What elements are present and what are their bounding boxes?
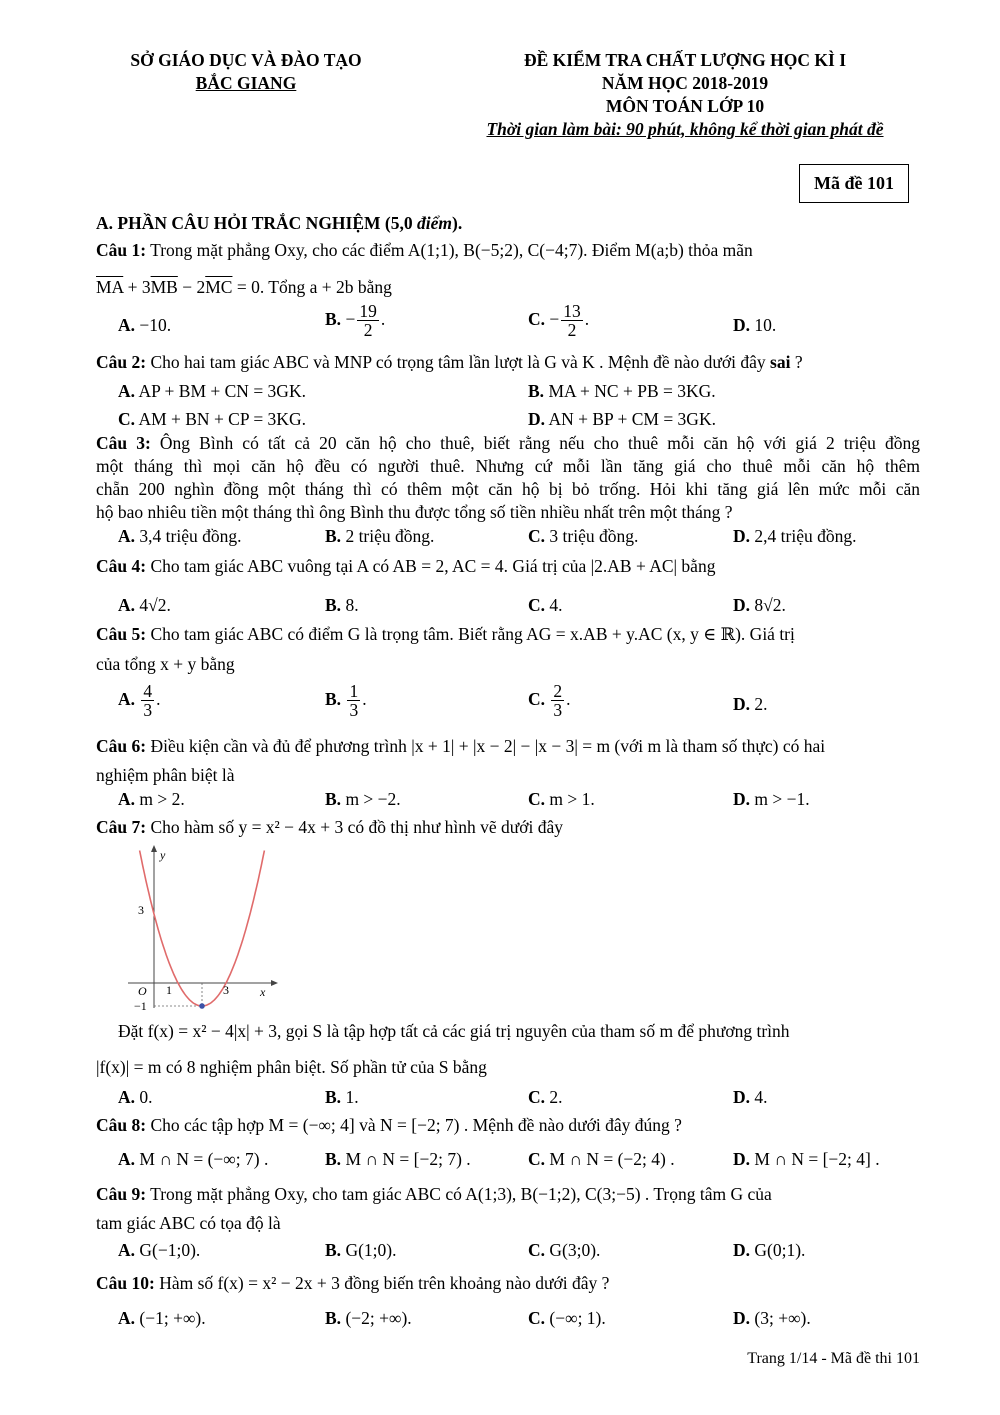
q9-option-d[interactable]: D. G(0;1). [733, 1240, 806, 1260]
question-5: Câu 5: Cho tam giác ABC có điểm G là trọng tâm. Biết rằng AG = x.AB + y.AC (x, y ∈ ℝ). Giá trị [96, 624, 795, 644]
q8-option-a[interactable]: A. M ∩ N = (−∞; 7) . [118, 1149, 269, 1169]
exam-code-box: Mã đề 101 [799, 164, 909, 203]
question-5-line2: của tổng x + y bằng [96, 654, 235, 674]
question-1-line2: $\overline{MA} + 3\overline{MB} - 2\overline{MC} = 0$. Tổng a + 2b bằng [96, 277, 392, 297]
q3-option-b[interactable]: B. 2 triệu đồng. [325, 526, 435, 546]
question-1: Câu 1: Trong mặt phẳng Oxy, cho các điểm A(1;1), B(−5;2), C(−4;7). Điểm M(a;b) thỏa mãn [96, 240, 753, 260]
q5-option-c[interactable]: C. $\frac{2}{3}$ . [528, 681, 571, 721]
q1-option-d[interactable]: D. 10. [733, 315, 777, 335]
q10-option-c[interactable]: C. (−∞; 1). [528, 1308, 606, 1328]
question-10: Câu 10: Hàm số f(x) = x² − 2x + 3 đồng biến trên khoảng nào dưới đây ? [96, 1273, 610, 1293]
q7-option-d[interactable]: D. 4. [733, 1087, 768, 1107]
section-title: A. PHẦN CÂU HỎI TRẮC NGHIỆM (5,0 điểm). [96, 213, 463, 233]
header-department: SỞ GIÁO DỤC VÀ ĐÀO TẠO [130, 50, 362, 70]
q10-option-b[interactable]: B. (−2; +∞). [325, 1308, 412, 1328]
q9-option-b[interactable]: B. G(1;0). [325, 1240, 397, 1260]
q8-option-d[interactable]: D. M ∩ N = [−2; 4] . [733, 1149, 880, 1169]
header-subject: MÔN TOÁN LỚP 10 [605, 96, 765, 116]
q6-option-d[interactable]: D. m > −1. [733, 789, 810, 809]
question-4: Câu 4: Cho tam giác ABC vuông tại A có AB = 2, AC = 4. Giá trị của |2.AB + AC| bằng [96, 556, 716, 576]
question-9-line2: tam giác ABC có tọa độ là [96, 1213, 281, 1233]
q2-option-a[interactable]: A. AP + BM + CN = 3GK. [118, 381, 306, 401]
graph-origin-label: O [138, 984, 147, 998]
q2-option-d[interactable]: D. AN + BP + CM = 3GK. [528, 409, 716, 429]
q3-option-a[interactable]: A. 3,4 triệu đồng. [118, 526, 242, 546]
graph-tick-1: 1 [166, 983, 172, 997]
question-7-line3: |f(x)| = m có 8 nghiệm phân biệt. Số phần tử của S bằng [96, 1057, 487, 1077]
q4-option-d[interactable]: D. 8√2. [733, 595, 786, 615]
graph-tick-minus1: −1 [134, 999, 147, 1013]
question-6-line2: nghiệm phân biệt là [96, 765, 235, 785]
q7-option-c[interactable]: C. 2. [528, 1087, 563, 1107]
question-8: Câu 8: Cho các tập hợp M = (−∞; 4] và N = [−2; 7) . Mệnh đề nào dưới đây đúng ? [96, 1115, 682, 1135]
q6-option-a[interactable]: A. m > 2. [118, 789, 185, 809]
graph-y-arrow [151, 845, 157, 852]
parabola-graph [120, 843, 280, 1013]
header-province: BẮC GIANG [195, 73, 297, 93]
graph-x-arrow [271, 980, 278, 986]
question-2: Câu 2: Cho hai tam giác ABC và MNP có trọng tâm lần lượt là G và K . Mệnh đề nào dưới đây sai ? [96, 352, 803, 372]
q1-option-a[interactable]: A. −10. [118, 315, 172, 335]
q2-option-c[interactable]: C. AM + BN + CP = 3KG. [118, 409, 306, 429]
q1-option-c[interactable]: C. − $\frac{13}{2}$ . [528, 301, 590, 341]
header-exam-title: ĐỀ KIỂM TRA CHẤT LƯỢNG HỌC KÌ I [523, 50, 846, 70]
question-7: Câu 7: Cho hàm số y = x² − 4x + 3 có đồ thị như hình vẽ dưới đây [96, 817, 564, 837]
q3-option-c[interactable]: C. 3 triệu đồng. [528, 526, 639, 546]
q4-option-b[interactable]: B. 8. [325, 595, 359, 615]
q1-option-b[interactable]: B. − $\frac{19}{2}$ . [325, 301, 386, 341]
q5-option-a[interactable]: A. $\frac{4}{3}$ . [118, 681, 161, 721]
q4-option-a[interactable]: A. 4√2. [118, 595, 171, 615]
graph-tick-3x: 3 [223, 983, 229, 997]
q8-option-c[interactable]: C. M ∩ N = (−2; 4) . [528, 1149, 675, 1169]
q9-option-a[interactable]: A. G(−1;0). [118, 1240, 201, 1260]
q5-option-b[interactable]: B. $\frac{1}{3}$ . [325, 681, 367, 721]
q2-option-b[interactable]: B. MA + NC + PB = 3KG. [528, 381, 716, 401]
graph-y-label: y [160, 848, 166, 862]
q3-option-d[interactable]: D. 2,4 triệu đồng. [733, 526, 857, 546]
graph-vertex-point [199, 1003, 205, 1009]
q10-option-a[interactable]: A. (−1; +∞). [118, 1308, 206, 1328]
question-6: Câu 6: Điều kiện cần và đủ để phương trình |x + 1| + |x − 2| − |x − 3| = m (với m là tham số thực) có hai [96, 736, 826, 756]
q9-option-c[interactable]: C. G(3;0). [528, 1240, 601, 1260]
graph-tick-3: 3 [138, 903, 144, 917]
q7-option-b[interactable]: B. 1. [325, 1087, 359, 1107]
q5-option-d[interactable]: D. 2. [733, 694, 768, 714]
q4-option-c[interactable]: C. 4. [528, 595, 563, 615]
question-9: Câu 9: Trong mặt phẳng Oxy, cho tam giác ABC có A(1;3), B(−1;2), C(3;−5) . Trọng tâm G của [96, 1184, 772, 1204]
page-footer: Trang 1/14 - Mã đề thi 101 [747, 1350, 920, 1367]
q10-option-d[interactable]: D. (3; +∞). [733, 1308, 811, 1328]
q6-option-c[interactable]: C. m > 1. [528, 789, 595, 809]
q6-option-b[interactable]: B. m > −2. [325, 789, 401, 809]
q8-option-b[interactable]: B. M ∩ N = [−2; 7) . [325, 1149, 471, 1169]
header-time: Thời gian làm bài: 90 phút, không kể thời gian phát đề [486, 119, 884, 139]
question-3: Câu 3: Ông Bình có tất cả 20 căn hộ cho thuê, biết rằng nếu cho thuê mỗi căn hộ với giá 2 triệu đồng một tháng thì mọi căn hộ đều có người thuê. Nhưng cứ mỗi lần tăng giá cho thuê mỗi căn hộ thêm chẵn 200 nghìn đồng một tháng thì có thêm một căn hộ bị bỏ trống. Hỏi khi tăng giá lên mức mỗi căn hộ bao nhiêu tiền một tháng thì ông Bình thu được tổng số tiền nhiều nhất trên một tháng ? [96, 433, 921, 522]
q7-option-a[interactable]: A. 0. [118, 1087, 153, 1107]
header-school-year: NĂM HỌC 2018-2019 [601, 73, 769, 93]
question-7-line2: Đặt f(x) = x² − 4|x| + 3, gọi S là tập hợp tất cả các giá trị nguyên của tham số m để phương trình [118, 1021, 790, 1041]
graph-x-label: x [260, 985, 266, 999]
